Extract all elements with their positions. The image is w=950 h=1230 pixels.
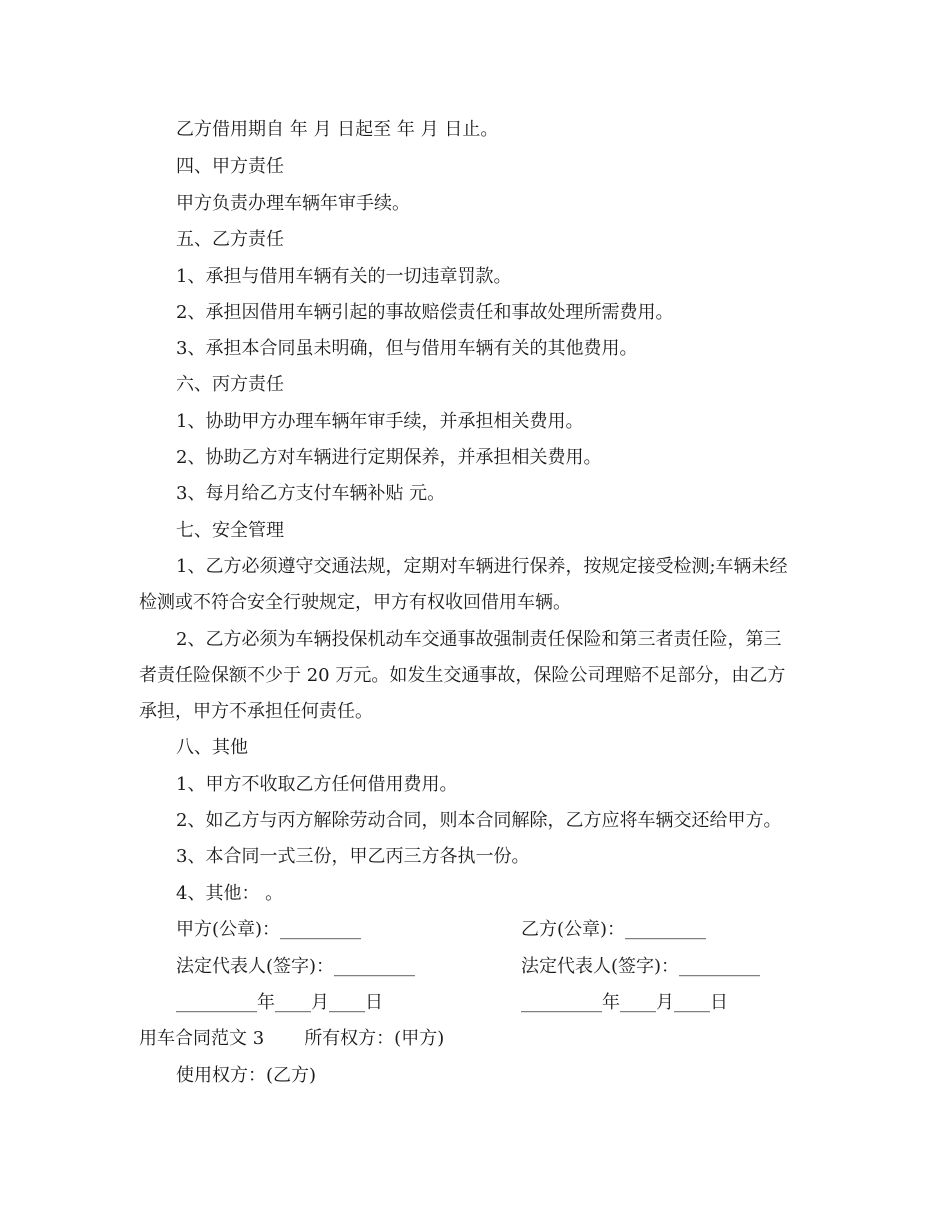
section-7-item-1-line: 检测或不符合安全行驶规定，甲方有权收回借用车辆。 (139, 592, 571, 613)
section-8-item: 1、甲方不收取乙方任何借用费用。 (176, 774, 458, 795)
section-5-item: 1、承担与借用车辆有关的一切违章罚款。 (176, 266, 512, 287)
section-7-item-2-line: 者责任险保额不少于 20 万元。如发生交通事故，保险公司理赔不足部分，由乙方 (139, 665, 786, 686)
section-5-item: 2、承担因借用车辆引起的事故赔偿责任和事故处理所需费用。 (176, 302, 674, 323)
section-7-item-1-line: 1、乙方必须遵守交通法规，定期对车辆进行保养，按规定接受检测;车辆未经 (176, 556, 788, 577)
next-contract-title-line (139, 1027, 444, 1051)
section-4-text: 甲方负责办理车辆年审手续。 (176, 193, 410, 214)
section-4-heading: 四、甲方责任 (176, 156, 284, 177)
party-b-date-field: _________年____月____日 (521, 992, 728, 1013)
section-6-heading: 六、丙方责任 (176, 374, 284, 395)
section-6-item: 1、协助甲方办理车辆年审手续，并承担相关费用。 (176, 411, 584, 432)
section-5-heading: 五、乙方责任 (176, 229, 284, 250)
section-7-item-2-line: 承担，甲方不承担任何责任。 (139, 701, 373, 722)
section-8-item: 2、如乙方与丙方解除劳动合同，则本合同解除，乙方应将车辆交还给甲方。 (176, 810, 782, 831)
section-6-item: 2、协助乙方对车辆进行定期保养，并承担相关费用。 (176, 447, 602, 468)
section-8-item: 4、其他： 。 (176, 883, 284, 904)
party-b-seal-field: 乙方(公章)：_________ (521, 919, 707, 940)
party-a-rep-signature-field: 法定代表人(签字)：_________ (176, 956, 416, 977)
owner-party-label: 所有权方：(甲方) (304, 1028, 445, 1049)
party-a-date-field: _________年____月____日 (176, 992, 383, 1013)
party-b-rep-signature-field: 法定代表人(签字)：_________ (521, 956, 761, 977)
party-a-seal-field: 甲方(公章)：_________ (176, 919, 362, 940)
section-7-heading: 七、安全管理 (176, 520, 284, 541)
section-6-item: 3、每月给乙方支付车辆补贴 元。 (176, 483, 446, 504)
next-contract-title: 用车合同范文 3 (139, 1028, 265, 1049)
user-party-label: 使用权方：(乙方) (176, 1065, 317, 1086)
section-7-item-2-line: 2、乙方必须为车辆投保机动车交通事故强制责任保险和第三者责任险，第三 (176, 629, 782, 650)
section-8-item: 3、本合同一式三份，甲乙丙三方各执一份。 (176, 846, 530, 867)
borrow-term-line: 乙方借用期自 年 月 日起至 年 月 日止。 (176, 119, 499, 140)
section-8-heading: 八、其他 (176, 737, 248, 758)
section-5-item: 3、承担本合同虽未明确，但与借用车辆有关的其他费用。 (176, 338, 638, 359)
